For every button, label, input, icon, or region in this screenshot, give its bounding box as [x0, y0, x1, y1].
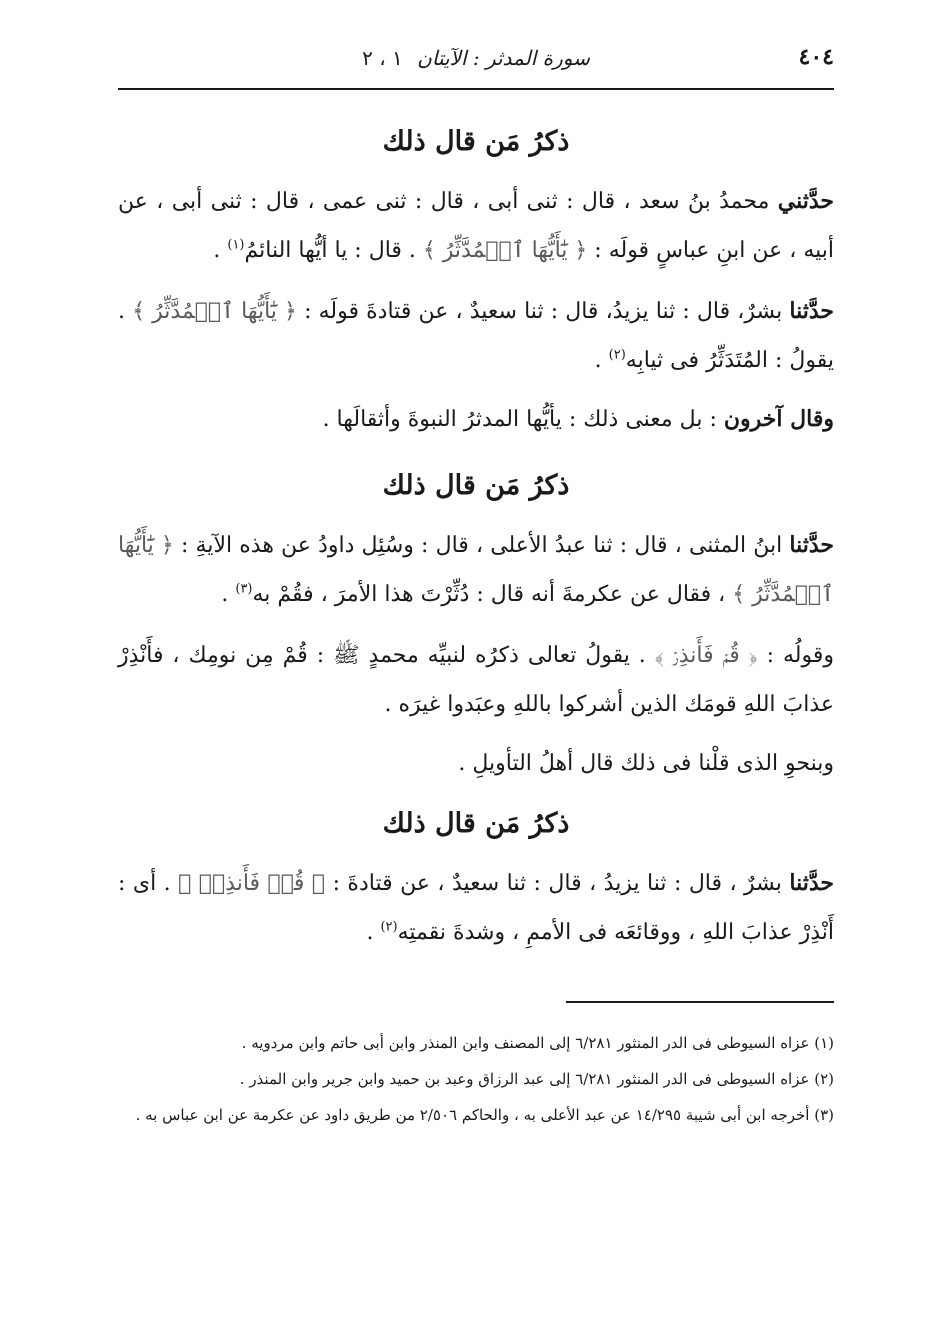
quran-quote: ﴿ قُمۡ فَأَنذِرۡ ﴾ [654, 643, 758, 668]
hadith-paragraph [118, 859, 834, 957]
verse-reference: ١ ، ٢ [362, 46, 403, 70]
paragraph-text: . [213, 238, 228, 263]
commentary-paragraph [118, 631, 834, 729]
paragraph-text: . [366, 920, 381, 945]
paragraph-text: ابنُ المثنى ، قال : ثنا عبدُ الأعلى ، قال : وسُئِل داودُ عن هذه الآيةِ : [173, 533, 790, 558]
footnote-reference[interactable]: (٣) [235, 581, 253, 597]
narration-lead: حدَّثنا [789, 532, 834, 558]
section-heading: ذكرُ مَن قال ذلك [382, 126, 570, 157]
footnotes [118, 1025, 834, 1133]
surah-title: سورة المدثر : الآيتان [417, 46, 590, 70]
paragraph-text: وقولُه : [757, 643, 835, 668]
footnote-reference[interactable]: (٢) [608, 347, 626, 363]
narration-lead: حدَّثنا [789, 870, 834, 896]
paragraph-text: : بل معنى ذلك : يأيُّها المدثرُ النبوةَ وأثقالَها . [322, 407, 724, 432]
paragraph-text: . يقولُ تعالى ذكرُه لنبيِّه محمدٍ ﷺ : قُمْ مِن نومِك ، فأَنْذِرْ عذابَ اللهِ قومَك الذين أشركوا باللهِ وعبَدوا غيرَه . [118, 643, 834, 717]
hadith-paragraph [118, 395, 834, 444]
footnote-item: (٢) عزاه السيوطى فى الدر المنثور ٦/٢٨١ إلى عبد الرزاق وعبد بن حميد وابن جرير وابن المنذر . [239, 1070, 834, 1088]
hadith-paragraph [118, 177, 834, 275]
footnote-item: (٣) أخرجه ابن أبى شيبة ١٤/٢٩٥ عن عبد الأعلى به ، والحاكم ٢/٥٠٦ من طريق داود عن عكرمة عن ابن عباس به . [135, 1106, 834, 1124]
page [118, 36, 834, 1296]
paragraph-text: . قال : يا أيُّها النائمُ [244, 238, 423, 263]
paragraph-text: محمدُ بنُ سعد ، قال : ثنى أبى ، قال : ثنى عمى ، قال : ثنى أبى ، عن أبيه ، عن ابنِ عباسٍ قولَه : [118, 189, 834, 263]
hadith-paragraph [118, 521, 834, 619]
paragraph-text: . [221, 582, 236, 607]
footnote-reference[interactable]: (٢) [380, 919, 398, 935]
quran-quote: ﴿ يَٰٓأَيُّهَا ٱلۡمُدَّثِّرُ ﴾ [422, 238, 588, 263]
running-header [118, 36, 834, 90]
paragraph-text: . أى : أَنْذِرْ عذابَ اللهِ ، ووقائعَه فى الأممِ ، وشدةَ نقمتِه [118, 871, 834, 945]
section-heading: ذكرُ مَن قال ذلك [382, 470, 570, 501]
page-number: ٤٠٤ [798, 44, 834, 70]
paragraph-text: . يقولُ : المُتَدَثِّرُ فى ثيابِه [118, 299, 834, 373]
commentary-paragraph [118, 739, 834, 788]
paragraph-text: وبنحوِ الذى قلْنا فى ذلك قال أهلُ التأويلِ . [458, 751, 834, 776]
section-heading: ذكرُ مَن قال ذلك [382, 808, 570, 839]
footnote-divider [566, 1001, 834, 1003]
narration-lead: حدَّثني [777, 188, 834, 214]
paragraph-text: ، فقال عن عكرمةَ أنه قال : دُثِّرْتَ هذا الأمرَ ، فقُمْ به [252, 582, 733, 607]
paragraph-text: بشرٌ، قال : ثنا يزيدُ، قال : ثنا سعيدٌ ، عن قتادةَ قولَه : [296, 299, 790, 324]
footnote-item: (١) عزاه السيوطى فى الدر المنثور ٦/٢٨١ إلى المصنف وابن المنذر وابن أبى حاتم وابن مردويه . [241, 1034, 834, 1052]
quran-quote: ﴿ يَٰٓأَيُّهَا ٱلۡمُدَّثِّرُ ﴾ [132, 299, 297, 324]
paragraph-text: بشرٌ ، قال : ثنا يزيدُ ، قال : ثنا سعيدٌ ، عن قتادةَ : [325, 871, 790, 896]
quran-quote: ﴿ قُمۡ فَأَنذِرۡ ﴾ [178, 871, 326, 896]
footnote-reference[interactable]: (١) [227, 237, 245, 253]
quran-quote: ﴿ يَٰٓأَيُّهَا ٱلۡمُدَّثِّرُ ﴾ [118, 533, 834, 607]
running-title [118, 46, 834, 70]
hadith-paragraph [118, 287, 834, 385]
paragraph-text: . [594, 348, 609, 373]
narration-lead: وقال آخرون [723, 406, 834, 432]
narration-lead: حدَّثنا [789, 298, 834, 324]
